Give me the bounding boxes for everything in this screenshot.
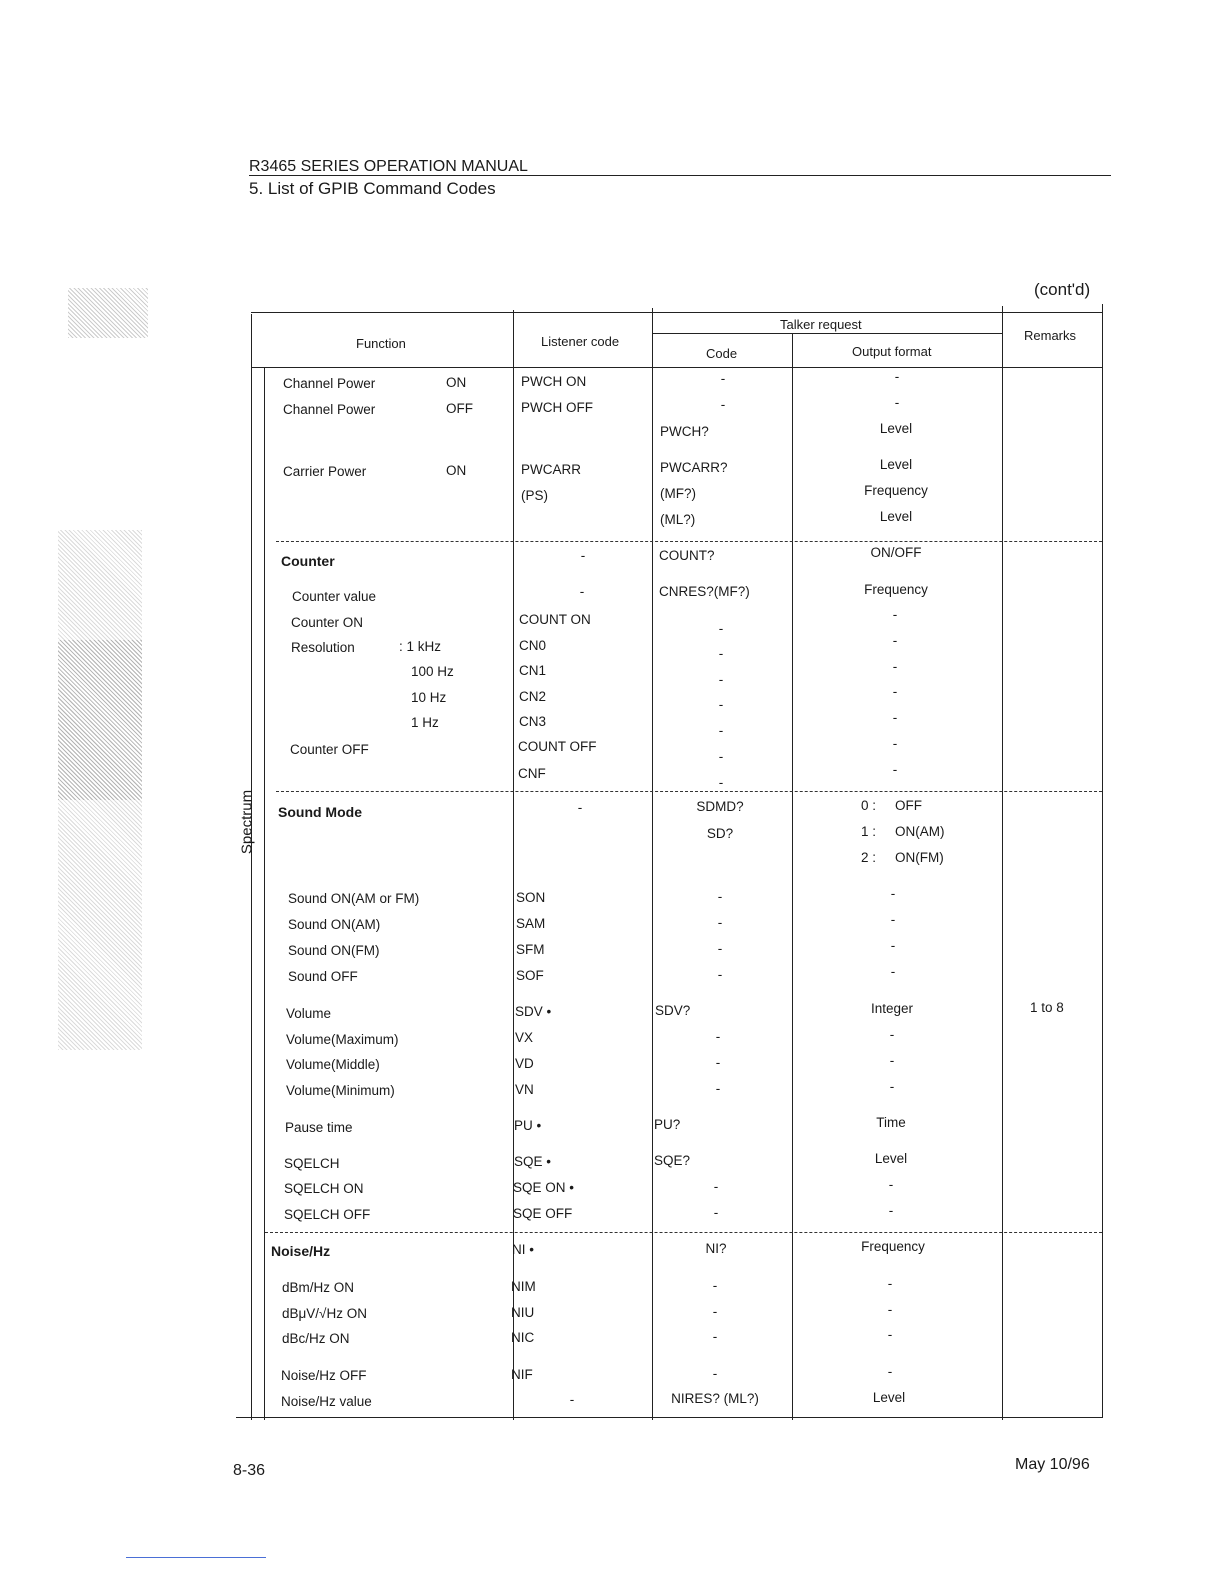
header-code: Code: [706, 346, 738, 361]
code-cell: SDMD?: [696, 799, 744, 814]
table-border-bottom: [236, 1417, 1102, 1418]
function-cell: Channel Power: [283, 376, 376, 391]
table-border-right: [1102, 304, 1103, 1418]
output-cell: Integer: [870, 1001, 914, 1016]
output-cell: -: [890, 964, 896, 979]
code-cell: -: [718, 672, 724, 687]
output-cell: -: [887, 1276, 893, 1291]
output-cell: -: [888, 1177, 894, 1192]
page-number: 8-36: [233, 1462, 266, 1479]
listener-cell: NIU: [511, 1305, 535, 1320]
function-cell: Sound ON(FM): [288, 943, 380, 958]
output-number: 1 :: [861, 824, 877, 839]
code-cell: -: [718, 749, 724, 764]
output-cell: Level: [874, 1151, 908, 1166]
function-cell: dBμV/√Hz ON: [282, 1306, 367, 1321]
listener-cell: -: [580, 548, 586, 563]
manual-title: R3465 SERIES OPERATION MANUAL: [249, 158, 528, 175]
code-cell: -: [718, 775, 724, 790]
listener-cell: PWCH ON: [521, 374, 587, 389]
listener-cell: PU •: [514, 1118, 542, 1133]
table-border-top: [251, 312, 1103, 313]
output-cell: -: [894, 395, 900, 410]
section-divider: [264, 368, 265, 1420]
function-cell: Sound OFF: [288, 969, 358, 984]
listener-cell: CN1: [519, 663, 547, 678]
state-cell: OFF: [446, 401, 473, 416]
header-output-format: Output format: [852, 344, 932, 359]
group-separator: [276, 791, 1102, 792]
function-cell: Counter ON: [291, 615, 364, 630]
code-cell: -: [718, 697, 724, 712]
header-rule: [249, 175, 1111, 176]
code-cell: -: [717, 889, 723, 904]
output-cell: -: [887, 1364, 893, 1379]
code-cell: -: [715, 1081, 721, 1096]
function-cell: Counter OFF: [290, 742, 369, 757]
function-group-title: Sound Mode: [278, 804, 362, 820]
output-cell: -: [889, 1053, 895, 1068]
scan-edge-line: [126, 1557, 266, 1558]
listener-cell: SQE ON •: [513, 1180, 574, 1195]
output-cell: -: [889, 1027, 895, 1042]
listener-cell: VN: [515, 1082, 534, 1097]
code-cell: (ML?): [660, 512, 696, 527]
function-cell: Channel Power: [283, 402, 376, 417]
function-cell: dBc/Hz ON: [282, 1331, 350, 1346]
function-cell: Volume(Maximum): [286, 1032, 399, 1047]
header-function: Function: [356, 336, 406, 351]
listener-cell: CNF: [518, 766, 546, 781]
col-divider-code: [792, 334, 793, 1420]
code-cell: NIRES? (ML?): [671, 1391, 759, 1406]
output-cell: -: [890, 938, 896, 953]
code-cell: -: [717, 941, 723, 956]
group-separator: [276, 541, 1102, 542]
listener-cell: -: [577, 800, 583, 815]
code-cell: PWCARR?: [660, 460, 728, 475]
function-cell: dBm/Hz ON: [282, 1280, 355, 1295]
listener-cell: VD: [515, 1056, 534, 1071]
output-cell: -: [887, 1327, 893, 1342]
output-cell: -: [892, 710, 898, 725]
code-cell: -: [715, 1055, 721, 1070]
function-group-title: Counter: [281, 553, 335, 569]
code-cell: PU?: [654, 1117, 681, 1132]
output-number: 0 :: [861, 798, 877, 813]
output-cell: Level: [872, 1390, 906, 1405]
function-cell: Carrier Power: [283, 464, 367, 479]
output-number: 2 :: [861, 850, 877, 865]
header-bottom-rule: [251, 367, 1103, 368]
code-cell: SDV?: [655, 1003, 691, 1018]
listener-cell: CN3: [519, 714, 547, 729]
function-cell: Noise/Hz OFF: [281, 1368, 367, 1383]
parameter-cell: 100 Hz: [411, 664, 454, 679]
function-cell: SQELCH ON: [284, 1181, 364, 1196]
output-cell: -: [892, 633, 898, 648]
function-cell: SQELCH OFF: [284, 1207, 371, 1222]
section-title: 5. List of GPIB Command Codes: [249, 179, 496, 198]
code-cell: -: [718, 646, 724, 661]
function-cell: Sound ON(AM): [288, 917, 381, 932]
output-cell: Time: [876, 1115, 906, 1130]
output-cell: ON(FM): [895, 850, 944, 865]
scan-artifact: [68, 288, 148, 338]
function-cell: Resolution: [291, 640, 355, 655]
listener-cell: SQE OFF: [513, 1206, 573, 1221]
output-cell: Level: [879, 421, 913, 436]
output-cell: -: [887, 1302, 893, 1317]
output-cell: ON(AM): [895, 824, 945, 839]
code-cell: (MF?): [660, 486, 696, 501]
code-cell: CNRES?(MF?): [659, 584, 750, 599]
listener-cell: CN0: [519, 638, 547, 653]
listener-cell: CN2: [519, 689, 547, 704]
function-cell: Volume(Middle): [286, 1057, 380, 1072]
code-cell: -: [715, 1029, 721, 1044]
scan-artifact: [58, 640, 142, 800]
header-remarks: Remarks: [1024, 328, 1077, 343]
listener-cell: SDV •: [515, 1004, 552, 1019]
listener-cell: SON: [516, 890, 546, 905]
listener-cell: COUNT ON: [519, 612, 591, 627]
code-cell: -: [720, 371, 726, 386]
listener-cell: NIM: [511, 1279, 536, 1294]
function-cell: Volume: [286, 1006, 332, 1021]
output-cell: -: [892, 684, 898, 699]
listener-cell: SOF: [516, 968, 544, 983]
continued-label: (cont'd): [1034, 280, 1091, 299]
state-cell: ON: [446, 375, 467, 390]
code-cell: -: [718, 723, 724, 738]
listener-cell: NIC: [511, 1330, 535, 1345]
listener-cell: PWCH OFF: [521, 400, 593, 415]
function-cell: Sound ON(AM or FM): [288, 891, 420, 906]
parameter-cell: 10 Hz: [411, 690, 447, 705]
code-cell: -: [712, 1329, 718, 1344]
parameter-cell: 1 Hz: [411, 715, 439, 730]
listener-cell: NI •: [512, 1242, 534, 1257]
output-cell: -: [889, 1079, 895, 1094]
section-label-spectrum: Spectrum: [238, 789, 256, 855]
code-cell: -: [720, 397, 726, 412]
output-cell: -: [890, 912, 896, 927]
output-cell: -: [894, 369, 900, 384]
revision-date: May 10/96: [1015, 1456, 1090, 1473]
output-cell: -: [892, 659, 898, 674]
function-cell: Noise/Hz value: [281, 1394, 372, 1409]
code-cell: -: [718, 621, 724, 636]
function-cell: SQELCH: [284, 1156, 340, 1171]
code-cell: -: [713, 1179, 719, 1194]
listener-cell: VX: [515, 1030, 534, 1045]
code-cell: -: [712, 1304, 718, 1319]
listener-cell: -: [579, 584, 585, 599]
output-cell: -: [888, 1203, 894, 1218]
parameter-cell: : 1 kHz: [399, 639, 442, 654]
listener-cell: (PS): [521, 488, 548, 503]
table-border-left: [251, 314, 252, 1420]
output-cell: -: [892, 762, 898, 777]
code-cell: COUNT?: [659, 548, 715, 563]
listener-cell: SFM: [516, 942, 545, 957]
output-cell: ON/OFF: [870, 545, 922, 560]
talker-subheader-rule: [652, 333, 1002, 334]
output-cell: Level: [879, 509, 913, 524]
code-cell: -: [712, 1278, 718, 1293]
col-divider-listener: [652, 308, 653, 1420]
output-cell: Frequency: [864, 483, 928, 498]
output-cell: OFF: [895, 798, 922, 813]
listener-cell: SQE •: [514, 1154, 551, 1169]
remarks-cell: 1 to 8: [1030, 1000, 1064, 1015]
state-cell: ON: [446, 463, 467, 478]
code-cell: -: [712, 1366, 718, 1381]
header-listener-code: Listener code: [541, 334, 620, 349]
output-cell: -: [892, 607, 898, 622]
output-cell: Frequency: [864, 582, 928, 597]
col-divider-output: [1002, 306, 1003, 1420]
code-cell: -: [713, 1205, 719, 1220]
output-cell: Frequency: [861, 1239, 925, 1254]
group-separator: [265, 1232, 1102, 1233]
code-cell: -: [717, 915, 723, 930]
output-cell: -: [892, 736, 898, 751]
listener-cell: NIF: [511, 1367, 533, 1382]
function-group-title: Noise/Hz: [271, 1243, 331, 1259]
output-cell: -: [890, 886, 896, 901]
header-talker-request: Talker request: [780, 317, 862, 332]
listener-cell: SAM: [516, 916, 546, 931]
code-cell: NI?: [705, 1241, 727, 1256]
code-cell: SD?: [706, 826, 734, 841]
listener-cell: PWCARR: [521, 462, 581, 477]
listener-cell: COUNT OFF: [518, 739, 597, 754]
code-cell: SQE?: [654, 1153, 691, 1168]
output-cell: Level: [879, 457, 913, 472]
function-cell: Counter value: [292, 589, 377, 604]
code-cell: PWCH?: [660, 424, 709, 439]
code-cell: -: [717, 967, 723, 982]
function-cell: Pause time: [285, 1120, 353, 1135]
function-cell: Volume(Minimum): [286, 1083, 395, 1098]
listener-cell: -: [569, 1392, 575, 1407]
